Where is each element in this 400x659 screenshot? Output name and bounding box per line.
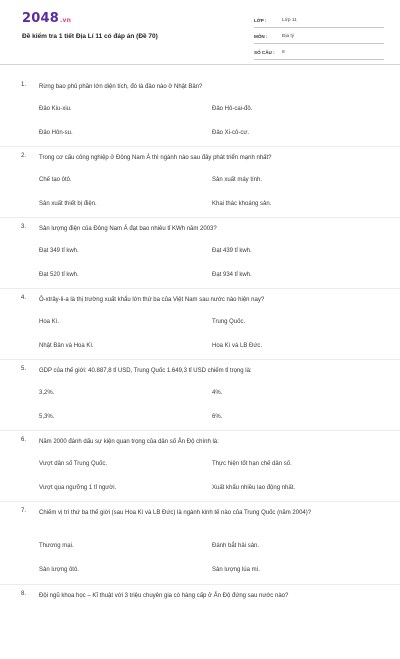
header-divider — [0, 64, 400, 65]
quiz-meta — [254, 14, 384, 62]
question-number: 8. — [21, 591, 27, 597]
answer-option[interactable]: Đảo Xi-cô-cư. — [212, 130, 250, 136]
question-text: Đội ngũ khoa học – Kĩ thuật với 3 triệu chuyên gia có hàng cấp ở Ấn Độ đứng sau nước nào? — [39, 593, 289, 599]
question-6 — [0, 434, 400, 505]
question-divider — [0, 359, 400, 360]
question-2 — [0, 150, 400, 221]
answer-option[interactable]: Thực hiện tốt hạn chế dân số. — [212, 461, 292, 467]
logo-text: 2048 — [22, 11, 59, 26]
answer-option[interactable]: Hoa Kì và LB Đức. — [212, 343, 263, 349]
question-number: 1. — [21, 82, 27, 88]
question-number: 5. — [21, 366, 27, 372]
meta-label-socau: SỐ CÂU : — [254, 50, 275, 55]
meta-label-lop: LỚP : — [254, 18, 267, 23]
meta-label-mon: MÔN : — [254, 34, 268, 39]
question-divider — [0, 430, 400, 431]
meta-row-socau — [254, 46, 384, 60]
answer-option[interactable]: Sản xuất thiết bị điện. — [39, 201, 97, 207]
question-1 — [0, 79, 400, 150]
answer-option[interactable]: Thương mại. — [39, 543, 74, 549]
question-text: Ô-xtrây-li-a là thị trường xuất khẩu lớn thứ ba của Việt Nam sau nước nào hiện nay? — [39, 297, 265, 303]
answer-option[interactable]: Sản xuất máy tính. — [212, 177, 263, 183]
question-8 — [0, 588, 400, 659]
question-number: 7. — [21, 508, 27, 514]
question-text: GDP của thế giới: 40.887,8 tỉ USD, Trung Quốc 1.649,3 tỉ USD chiếm tỉ trọng là: — [39, 368, 252, 374]
answer-option[interactable]: 4%. — [212, 390, 223, 396]
question-divider — [0, 584, 400, 585]
question-divider — [0, 146, 400, 147]
answer-option[interactable]: Sản lượng ôtô. — [39, 567, 79, 573]
question-5 — [0, 363, 400, 434]
answer-option[interactable]: 3,2%. — [39, 390, 55, 396]
question-divider — [0, 288, 400, 289]
question-divider — [0, 501, 400, 502]
page-header — [0, 0, 400, 64]
question-text: Chiếm vị trí thứ ba thế giới (sau Hoa Kì và LB Đức) là ngành kinh tế nào của Trung Quốc (năm 2004)? — [39, 510, 312, 516]
answer-option[interactable]: Đảo Kiu-xiu. — [39, 106, 72, 112]
answer-option[interactable]: Nhật Bản và Hoa Kì. — [39, 343, 94, 349]
question-number: 2. — [21, 153, 27, 159]
question-text: Năm 2000 đánh dấu sự kiện quan trọng của dân số Ấn Độ chính là: — [39, 439, 219, 445]
answer-option[interactable]: Chế tạo ôtô. — [39, 177, 72, 183]
question-3 — [0, 221, 400, 292]
meta-row-mon — [254, 30, 384, 44]
meta-value-lop: Lớp 11 — [282, 18, 297, 23]
question-4 — [0, 292, 400, 363]
answer-option[interactable]: Đạt 439 tỉ kwh. — [212, 248, 252, 254]
question-divider — [0, 217, 400, 218]
question-number: 3. — [21, 224, 27, 230]
page-title: Đề kiểm tra 1 tiết Địa Lí 11 có đáp án (Đề 70) — [22, 33, 158, 40]
answer-option[interactable]: Sản lượng lúa mì. — [212, 567, 260, 573]
answer-option[interactable]: Đảo Hôn-su. — [39, 130, 73, 136]
question-number: 4. — [21, 295, 27, 301]
question-text: Sản lượng điện của Đông Nam Á đạt bao nhiêu tỉ KWh năm 2003? — [39, 226, 217, 232]
answer-option[interactable]: Đảo Hô-cai-đô. — [212, 106, 253, 112]
question-number: 6. — [21, 437, 27, 443]
answer-option[interactable]: Đánh bắt hải sản. — [212, 543, 260, 549]
answer-option[interactable]: Đạt 349 tỉ kwh. — [39, 248, 79, 254]
answer-option[interactable]: 5,3%. — [39, 414, 55, 420]
answer-option[interactable]: Khai thác khoáng sản. — [212, 201, 272, 207]
meta-value-socau: 8 — [282, 50, 285, 55]
site-logo[interactable] — [22, 11, 71, 26]
answer-option[interactable]: Vượt qua ngưỡng 1 tỉ người. — [39, 485, 117, 491]
question-list — [0, 79, 400, 659]
answer-option[interactable]: Hoa Kì. — [39, 319, 60, 325]
answer-option[interactable]: Đạt 934 tỉ kwh. — [212, 272, 252, 278]
meta-row-lop — [254, 14, 384, 28]
logo-suffix: .vn — [59, 17, 72, 24]
answer-option[interactable]: Xuất khẩu nhiều lao động nhất. — [212, 485, 296, 491]
answer-option[interactable]: Đạt 520 tỉ kwh. — [39, 272, 79, 278]
question-text: Rừng bao phủ phần lớn diện tích, đó là đảo nào ở Nhật Bản? — [39, 84, 203, 90]
question-7 — [0, 505, 400, 588]
question-text: Trong cơ cấu công nghiệp ở Đông Nam Á thì ngành nào sau đây phát triển mạnh nhất? — [39, 155, 272, 161]
meta-value-mon: Địa lý — [282, 34, 294, 39]
answer-option[interactable]: Vượt dân số Trung Quốc. — [39, 461, 107, 467]
answer-option[interactable]: 6%. — [212, 414, 223, 420]
answer-option[interactable]: Trung Quốc. — [212, 319, 246, 325]
